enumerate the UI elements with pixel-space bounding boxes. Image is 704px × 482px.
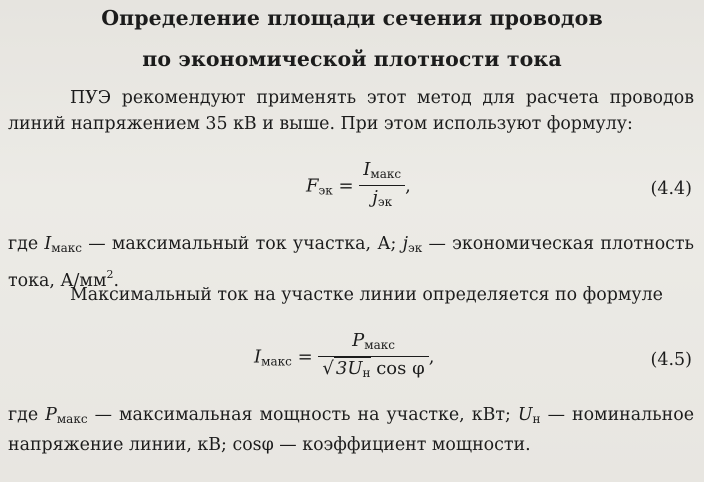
formula-4-4: $F_{эк}$ = $\frac{I_{макс}}{j_{эк}}$ , [306, 159, 411, 214]
section-title-line-1: Определение площади сечения проводов [101, 6, 603, 30]
max-current-paragraph: Максимальный ток на участке линии определяется по формуле [70, 285, 663, 305]
definitions-paragraph-1: где $I_{макс}$ — максимальный ток участка, А; $j_{эк}$ — экономическая плотность тока, $А/мм^2$. [8, 234, 695, 291]
formula-4-4-fraction: $\frac{I_{макс}}{j_{эк}}$ [359, 159, 405, 214]
definitions-paragraph-2: где $P_{макс}$ — максимальная мощность на участке, кВт; $U_н$ — номинальное напряжение линии, кВ; cosφ — коэффициент мощности. [8, 405, 694, 455]
equation-number-4-5: (4.5) [650, 350, 692, 370]
equation-number-4-4: (4.4) [650, 179, 692, 199]
formula-4-4-lhs: F [306, 175, 319, 197]
formula-4-5: $I_{макс}$ = $\frac{P_{макс}}{√ 3U_н \cos \varphi}$ , [254, 330, 434, 385]
formula-4-5-fraction: $\frac{P_{макс}}{√ 3U_н \cos \varphi}$ [318, 330, 428, 385]
section-title-line-2: по экономической плотности тока [142, 47, 562, 71]
intro-paragraph: ПУЭ рекомендуют применять этот метод для расчета проводов линий напряжением 35 кВ и выше. При этом используют формулу: [8, 88, 694, 134]
